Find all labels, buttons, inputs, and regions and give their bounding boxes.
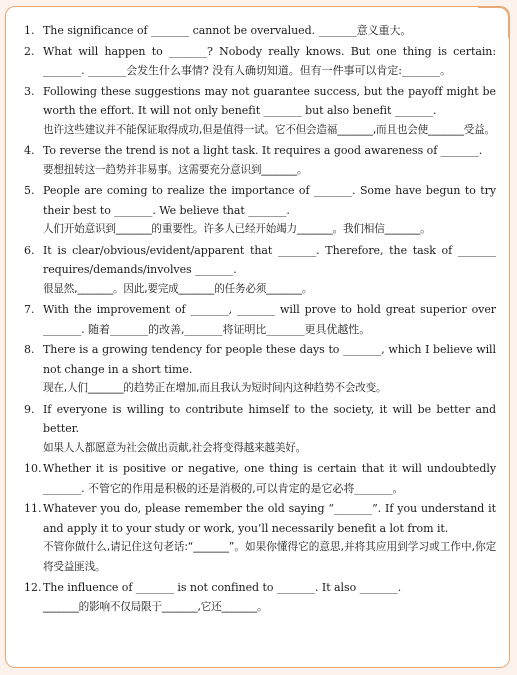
chinese-translation: 也许这些建议并不能保证取得成功,但是值得一试。它不但会造福_______,而且也会使_______受益。 (43, 123, 495, 136)
list-item (24, 241, 496, 300)
english-sentence: The significance of _______ cannot be overvalued. _______意义重大。 (43, 24, 412, 37)
chinese-translation: 如果人人都愿意为社会做出贡献,社会将变得越来越美好。 (43, 441, 307, 454)
item-number: 5. (24, 184, 35, 197)
item-number: 4. (24, 144, 35, 157)
item-number: 1. (24, 24, 35, 37)
chinese-translation: _______的影响不仅局限于_______,它还_______。 (43, 600, 268, 613)
item-number: 6. (24, 243, 35, 257)
chinese-translation: 不管你做什么,请记住这句老话:“_______”。如果你懂得它的意思,并将其应用到学习或工作中,你定将受益匪浅。 (43, 541, 496, 573)
english-sentence: If everyone is willing to contribute himself to the society, it will be better and better. (43, 402, 496, 435)
list-item (24, 82, 496, 141)
english-sentence: With the improvement of _______, _______ will prove to hold great superior over _______. 随着_______的改善,_______将证明比_______更具优越性。 (43, 303, 496, 336)
item-number: 10. (24, 462, 42, 475)
list-item (24, 400, 496, 459)
chinese-translation: 人们开始意识到_______的重要性。许多人已经开始竭力_______。我们相信_______。 (43, 223, 431, 235)
chinese-translation: 要想扭转这一趋势并非易事。这需要充分意识到_______。 (43, 163, 308, 176)
item-number: 9. (24, 402, 35, 416)
english-sentence: The influence of _______ is not confined to _______. It also _______. (43, 581, 402, 594)
list-item (24, 340, 496, 399)
item-number: 7. (24, 303, 35, 316)
list-item (24, 499, 496, 577)
english-sentence: There is a growing tendency for people these days to _______, which I believe will not change in a short time. (43, 343, 496, 376)
sentence-list (24, 21, 496, 618)
item-number: 11. (24, 502, 42, 515)
list-item (24, 141, 496, 180)
item-number: 3. (24, 84, 35, 98)
english-sentence: People are coming to realize the importance of _______. Some have begun to try their best to _______. We believe that _______. (43, 184, 496, 217)
english-sentence: Whatever you do, please remember the old saying “_______”. If you understand it and apply it to your study or work, you’ll necessarily benefit a lot from it. (43, 502, 496, 535)
english-sentence: Following these suggestions may not guarantee success, but the payoff might be worth the effort. It will not only benefit _______ but also benefit _______. (43, 84, 496, 117)
english-sentence: It is clear/obvious/evident/apparent that _______. Therefore, the task of _______ requires/demands/involves _______. (43, 243, 496, 276)
item-number: 8. (24, 343, 35, 356)
list-item (24, 459, 496, 498)
list-item (24, 300, 496, 339)
list-item (24, 578, 496, 617)
item-number: 12. (24, 581, 42, 594)
list-item (24, 181, 496, 240)
list-item (24, 21, 496, 41)
english-sentence: What will happen to _______? Nobody really knows. But one thing is certain: _______. _______会发生什么事情? 没有人确切知道。但有一件事可以肯定:_______。 (43, 44, 496, 77)
worksheet-panel (5, 6, 510, 668)
chinese-translation: 很显然,_______。因此,要完成_______的任务必须_______。 (43, 282, 313, 295)
english-sentence: Whether it is positive or negative, one thing is certain that it will undoubtedly _______. 不管它的作用是积极的还是消极的,可以肯定的是它必将_______。 (43, 462, 496, 495)
list-item (24, 42, 496, 81)
chinese-translation: 现在,人们_______的趋势正在增加,而且我认为短时间内这种趋势不会改变。 (43, 382, 387, 394)
english-sentence: To reverse the trend is not a light task. It requires a good awareness of _______. (43, 144, 483, 157)
item-number: 2. (24, 44, 35, 58)
